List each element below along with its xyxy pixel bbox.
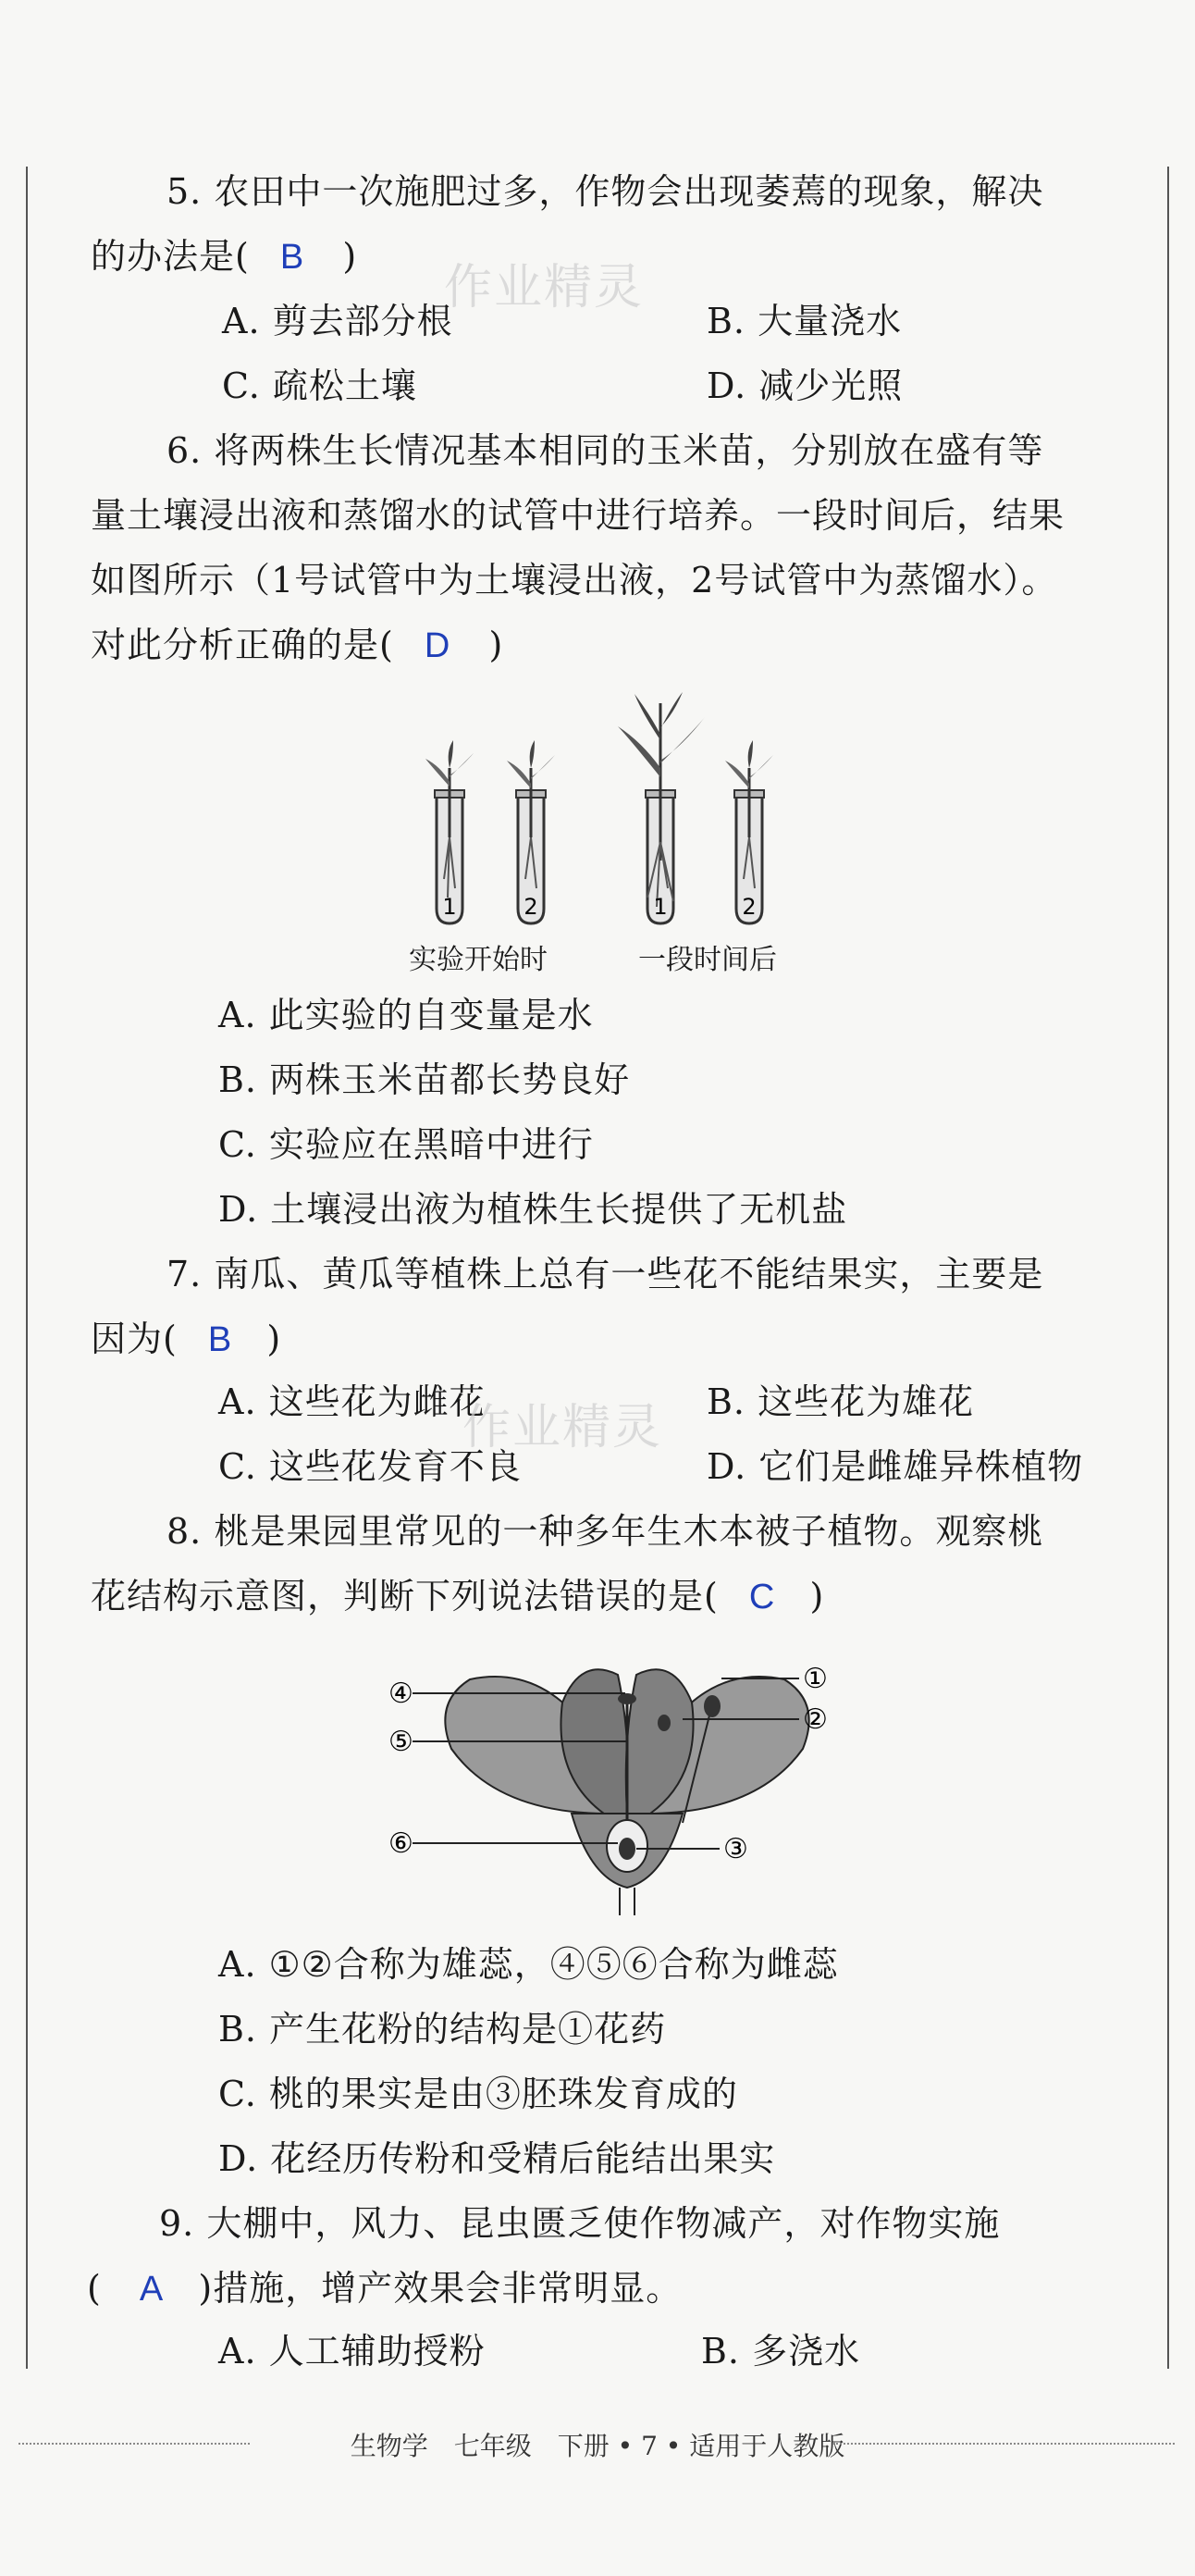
q7-option-c: C. 这些花发育不良 [218, 1446, 522, 1487]
q6-line2: 量土壤浸出液和蒸馏水的试管中进行培养。一段时间后，结果 [91, 495, 1066, 536]
label-5: ⑤ [388, 1726, 413, 1758]
anther-2 [658, 1715, 671, 1731]
q9-answer: A [139, 2270, 165, 2309]
page-footer: 生物学 七年级 下册 • 7 • 适用于人教版 [350, 2431, 845, 2461]
tube-label-2b: 2 [742, 894, 757, 920]
q5-option-b: B. 大量浇水 [707, 301, 903, 341]
q5-line1: 5. 农田中一次施肥过多，作物会出现萎蔫的现象，解决 [166, 171, 1044, 212]
q6-line3: 如图所示（1号试管中为土壤浸出液，2号试管中为蒸馏水）。 [91, 560, 1058, 601]
q9-line2 [87, 2268, 683, 2309]
q8-option-b: B. 产生花粉的结构是①花药 [218, 2009, 667, 2050]
q8-line1: 8. 桃是果园里常见的一种多年生木本被子植物。观察桃 [166, 1511, 1044, 1552]
q5-option-a: A. 剪去部分根 [222, 301, 453, 341]
q7-stem-end: 因为( [91, 1319, 178, 1359]
q6-stem-end: 对此分析正确的是( [91, 625, 394, 665]
left-border-line [26, 167, 28, 2369]
q5-stem-end: 的办法是( [91, 236, 250, 277]
tube-label-1a: 1 [442, 894, 457, 920]
q8-option-c: C. 桃的果实是由③胚珠发育成的 [218, 2074, 738, 2114]
q5-option-d: D. 减少光照 [707, 365, 904, 406]
q8-stem-end: 花结构示意图，判断下列说法错误的是( [91, 1576, 719, 1616]
label-2: ② [803, 1703, 828, 1736]
tube-label-2a: 2 [524, 894, 538, 920]
right-border-line [1167, 167, 1169, 2369]
label-6: ⑥ [388, 1827, 413, 1860]
watermark: 作业精灵 [444, 260, 645, 316]
q7-option-d: D. 它们是雌雄异株植物 [707, 1446, 1084, 1487]
footer-rule-right [832, 2443, 1175, 2445]
q6-option-c: C. 实验应在黑暗中进行 [218, 1124, 594, 1165]
q9-line1: 9. 大棚中，风力、昆虫匮乏使作物减产，对作物实施 [159, 2203, 1001, 2244]
q8-paren-close: ) [809, 1576, 825, 1616]
q6-line1: 6. 将两株生长情况基本相同的玉米苗，分别放在盛有等 [166, 430, 1044, 471]
q8-line2 [91, 1576, 825, 1616]
q6-line4 [91, 627, 503, 663]
q5-answer: B [279, 238, 305, 277]
tube-label-1b: 1 [653, 894, 668, 920]
q5-line2 [91, 236, 358, 277]
watermark-2: 作业精灵 [462, 1400, 663, 1455]
q8-option-d: D. 花经历传粉和受精后能结出果实 [218, 2138, 776, 2179]
q9-stem-end: )措施，增产效果会非常明显。 [198, 2268, 683, 2309]
caption-end: 一段时间后 [638, 944, 777, 976]
label-3: ③ [723, 1833, 748, 1865]
flower-structure-figure [368, 1638, 886, 1915]
stem [620, 1888, 634, 1915]
q8-option-a: A. ①②合称为雄蕊，④⑤⑥合称为雌蕊 [218, 1944, 839, 1985]
q9-paren-open: ( [87, 2268, 102, 2309]
q9-option-a: A. 人工辅助授粉 [218, 2331, 486, 2372]
q6-paren-close: ) [488, 625, 504, 665]
q7-option-a: A. 这些花为雌花 [218, 1381, 486, 1422]
q6-option-b: B. 两株玉米苗都长势良好 [218, 1059, 631, 1100]
tube-1-end [618, 692, 705, 923]
q6-answer: D [424, 626, 451, 665]
label-1: ① [803, 1663, 828, 1695]
caption-start: 实验开始时 [409, 944, 548, 976]
anther [704, 1695, 721, 1717]
ovule [619, 1838, 635, 1860]
q7-paren-close: ) [266, 1319, 282, 1359]
test-tube-figure [400, 675, 844, 962]
q7-line1: 7. 南瓜、黄瓜等植株上总有一些花不能结果实，主要是 [166, 1254, 1044, 1294]
q9-option-b: B. 多浇水 [701, 2331, 861, 2372]
q5-paren-close: ) [342, 236, 358, 277]
q7-option-b: B. 这些花为雄花 [707, 1381, 975, 1422]
q6-option-d: D. 土壤浸出液为植株生长提供了无机盐 [218, 1189, 848, 1230]
q7-answer: B [207, 1320, 233, 1359]
q7-line2 [91, 1321, 281, 1357]
q6-option-a: A. 此实验的自变量是水 [218, 995, 594, 1035]
stigma [618, 1693, 636, 1704]
label-4: ④ [388, 1678, 413, 1710]
q5-option-c: C. 疏松土壤 [222, 365, 417, 406]
q8-answer: C [748, 1578, 776, 1616]
